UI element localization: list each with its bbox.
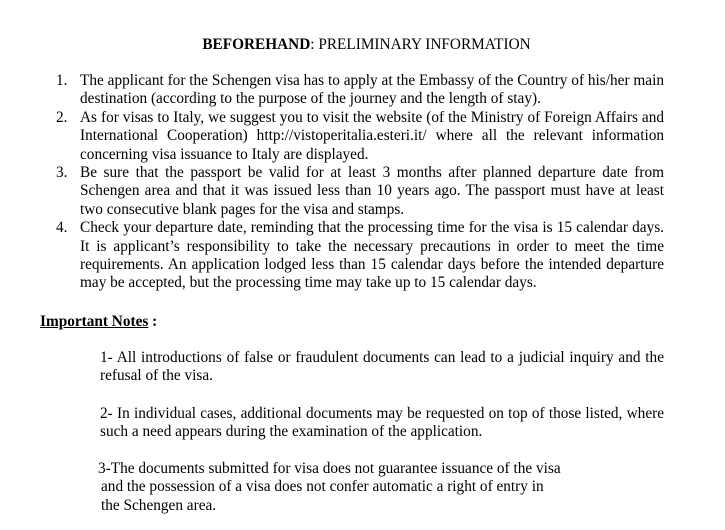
note-3-line: and the possession of a visa does not confer automatic a right of entry in (101, 478, 544, 496)
note-3-line: 3-The documents submitted for visa does not guarantee issuance of the visa (98, 460, 561, 477)
page-title (0, 36, 725, 54)
note-3-line: the Schengen area. (101, 496, 217, 514)
note-1: 1- All introductions of false or fraudulent documents can lead to a judicial inquiry and the refusal of the visa. (100, 349, 664, 385)
page-title-bold: BEFOREHAND (202, 36, 311, 53)
note-2: 2- In individual cases, additional documents may be requested on top of those listed, where such a need appears during the examination of the application. (100, 405, 664, 441)
list-item (0, 72, 664, 109)
list-item-number: 2. (56, 108, 68, 126)
important-notes-heading (40, 313, 157, 331)
list-item-text: Check your departure date, reminding that the processing time for the visa is 15 calendar days. It is applicant’s responsibility to take the necessary precautions in order to meet the time requirements. An application lodged less than 15 calendar days before the intended departure may be accepted, but the processing time may take up to 15 calendar days. (80, 219, 664, 292)
list-item-text: As for visas to Italy, we suggest you to visit the website (of the Ministry of Foreign Affairs and International Cooperation) http://vistoperitalia.esteri.it/ where all the relevant information concerning visa issuance to Italy are displayed. (80, 108, 664, 163)
note-3 (98, 460, 618, 515)
list-item-text: Be sure that the passport be valid for at least 3 months after planned departure date from Schengen area and that it was issued less than 10 years ago. The passport must have at least two consecutive blank pages for the visa and stamps. (80, 164, 664, 218)
list-item-number: 1. (56, 72, 68, 89)
list-item (0, 109, 664, 164)
list-item-text: The applicant for the Schengen visa has to apply at the Embassy of the Country of his/her main destination (according to the purpose of the journey and the length of stay). (80, 72, 664, 108)
list-item-number: 4. (56, 219, 68, 237)
preliminary-steps-list (0, 72, 664, 293)
list-item (0, 219, 664, 293)
list-item (0, 164, 664, 219)
list-item-number: 3. (56, 164, 68, 182)
important-notes-label: Important Notes (40, 313, 149, 330)
page-title-rest: : PRELIMINARY INFORMATION (310, 36, 531, 53)
important-notes-colon: : (148, 313, 158, 330)
